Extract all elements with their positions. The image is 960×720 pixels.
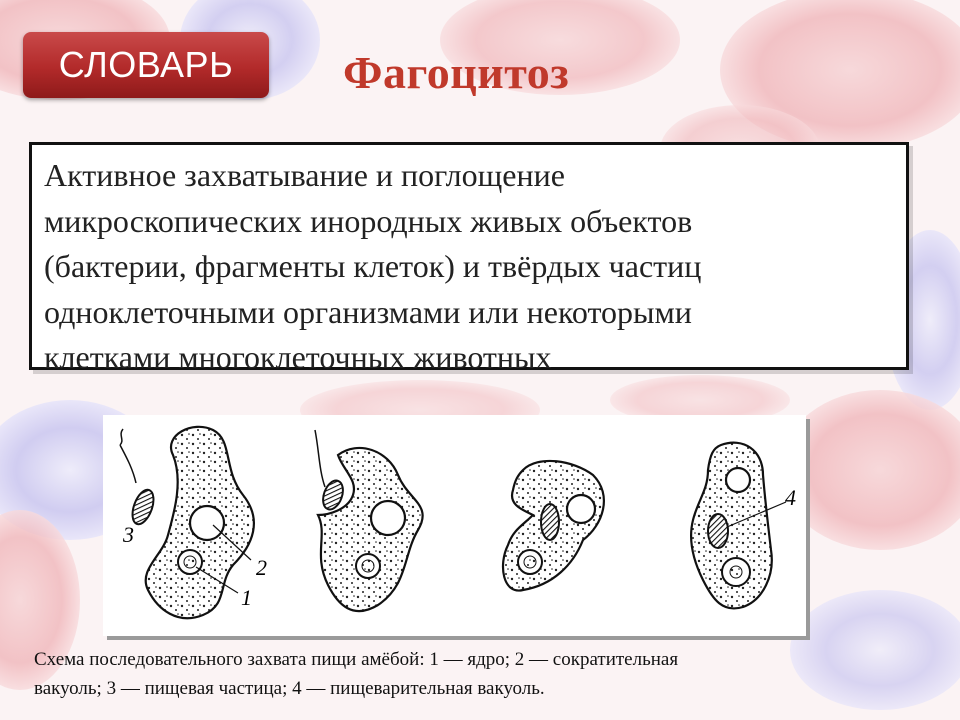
amoeba-stage-2 (315, 430, 423, 611)
definition-box (29, 142, 909, 375)
definition-line: микроскопических инородных живых объектов (44, 202, 693, 239)
definition-line: клетками многоклеточных животных (44, 339, 552, 375)
definition-line: Активное захватывание и поглощение (44, 157, 565, 193)
page-title: Фагоцитоз (343, 47, 570, 98)
dictionary-badge: СЛОВАРЬ (23, 32, 269, 98)
label-4: 4 (785, 485, 796, 510)
figure-caption (34, 645, 924, 703)
definition-line: одноклеточными организмами или некоторыми (44, 293, 692, 330)
amoeba-stage-4 (691, 443, 796, 609)
caption-line: Схема последовательного захвата пищи амёбой: 1 — ядро; 2 — сократительная (34, 649, 679, 670)
amoeba-phagocytosis-figure (103, 415, 806, 636)
label-2: 2 (256, 555, 267, 580)
caption-line: вакуоль; 3 — пищевая частица; 4 — пищеварительная вакуоль. (34, 678, 545, 699)
amoeba-stage-1 (120, 427, 267, 618)
label-3: 3 (123, 522, 134, 547)
label-1: 1 (241, 585, 252, 610)
definition-line: (бактерии, фрагменты клеток) и твёрдых частиц (44, 248, 702, 284)
amoeba-stage-3 (503, 461, 604, 591)
